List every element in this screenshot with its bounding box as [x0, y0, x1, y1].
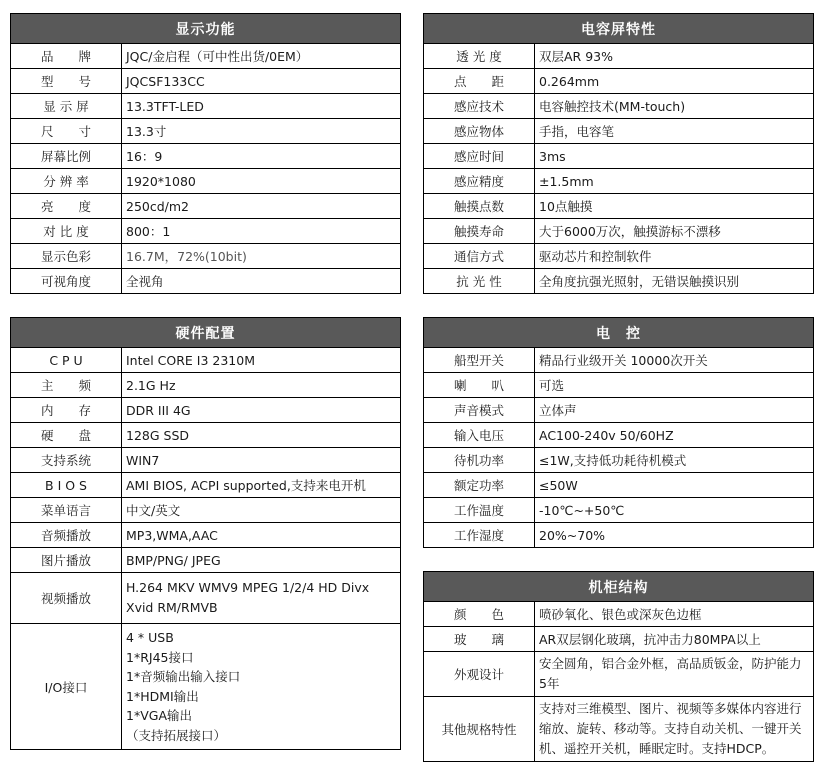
spec-value: -10℃~+50℃ — [535, 498, 814, 523]
spec-label: 通信方式 — [424, 244, 535, 269]
spec-value: WIN7 — [122, 448, 401, 473]
table-row — [424, 194, 814, 219]
spec-value: 双层AR 93% — [535, 44, 814, 69]
table-row — [424, 94, 814, 119]
table-row — [424, 144, 814, 169]
spec-value: 安全圆角，铝合金外框，高品质钣金，防护能力5年 — [535, 652, 814, 697]
spec-label: 亮 度 — [11, 194, 122, 219]
table-row — [424, 44, 814, 69]
cabinet-spec-table — [423, 571, 814, 762]
spec-label: 工作温度 — [424, 498, 535, 523]
spec-value: JQCSF133CC — [122, 69, 401, 94]
table-row — [11, 348, 401, 373]
spec-value: 手指，电容笔 — [535, 119, 814, 144]
spec-value: 驱动芯片和控制软件 — [535, 244, 814, 269]
spec-label: 分 辨 率 — [11, 169, 122, 194]
hardware-spec-table — [10, 317, 401, 750]
spec-label: C P U — [11, 348, 122, 373]
table-row — [424, 219, 814, 244]
spec-value: 1920*1080 — [122, 169, 401, 194]
spec-label: 支持系统 — [11, 448, 122, 473]
power-spec-title: 电 控 — [424, 318, 814, 348]
spec-value: 250cd/m2 — [122, 194, 401, 219]
spec-label: 点 距 — [424, 69, 535, 94]
table-row — [11, 498, 401, 523]
table-row — [11, 423, 401, 448]
spec-label: B I O S — [11, 473, 122, 498]
table-row — [11, 448, 401, 473]
table-row — [424, 119, 814, 144]
spec-label: 触摸寿命 — [424, 219, 535, 244]
display-spec-title: 显示功能 — [11, 14, 401, 44]
table-row — [11, 44, 401, 69]
spec-label: 透 光 度 — [424, 44, 535, 69]
power-spec-table — [423, 317, 814, 548]
spec-label: 屏幕比例 — [11, 144, 122, 169]
spec-label: 额定功率 — [424, 473, 535, 498]
spec-label: 硬 盘 — [11, 423, 122, 448]
table-row — [11, 194, 401, 219]
spec-value: MP3,WMA,AAC — [122, 523, 401, 548]
spec-label: 菜单语言 — [11, 498, 122, 523]
table-row — [424, 652, 814, 697]
table-row — [11, 94, 401, 119]
spec-value: 4 * USB 1*RJ45接口 1*音频输出输入接口 1*HDMI输出 1*VGA输出 （支持拓展接口） — [122, 624, 401, 750]
table-row — [424, 69, 814, 94]
touch-spec-title: 电容屏特性 — [424, 14, 814, 44]
table-row — [424, 697, 814, 762]
spec-label: 品 牌 — [11, 44, 122, 69]
spec-value: AMI BIOS, ACPI supported,支持来电开机 — [122, 473, 401, 498]
table-row — [424, 473, 814, 498]
table-row — [11, 169, 401, 194]
spec-value: 16.7M，72%(10bit) — [122, 244, 401, 269]
table-row — [424, 398, 814, 423]
spec-label: 图片播放 — [11, 548, 122, 573]
spec-label: 型 号 — [11, 69, 122, 94]
display-spec-table — [10, 13, 401, 294]
spec-value: 2.1G Hz — [122, 373, 401, 398]
table-row — [11, 523, 401, 548]
table-row — [424, 348, 814, 373]
spec-label: 输入电压 — [424, 423, 535, 448]
spec-label: 主 频 — [11, 373, 122, 398]
table-row — [424, 423, 814, 448]
spec-value: 800：1 — [122, 219, 401, 244]
spec-label: 感应精度 — [424, 169, 535, 194]
spec-label: 颜 色 — [424, 602, 535, 627]
table-row — [11, 244, 401, 269]
spec-value: Intel CORE I3 2310M — [122, 348, 401, 373]
spec-value: AC100-240v 50/60HZ — [535, 423, 814, 448]
table-row — [11, 373, 401, 398]
spec-label: 船型开关 — [424, 348, 535, 373]
spec-value: 可选 — [535, 373, 814, 398]
table-row — [424, 627, 814, 652]
spec-value: 0.264mm — [535, 69, 814, 94]
table-row — [11, 219, 401, 244]
table-row — [424, 269, 814, 294]
spec-value: 10点触摸 — [535, 194, 814, 219]
spec-label: 音频播放 — [11, 523, 122, 548]
spec-value: 16：9 — [122, 144, 401, 169]
spec-label: 可视角度 — [11, 269, 122, 294]
table-row — [424, 373, 814, 398]
spec-value: DDR III 4G — [122, 398, 401, 423]
spec-label: 工作湿度 — [424, 523, 535, 548]
spec-label: 感应时间 — [424, 144, 535, 169]
spec-label: 感应物体 — [424, 119, 535, 144]
spec-value: H.264 MKV WMV9 MPEG 1/2/4 HD Divx Xvid RM/RMVB — [122, 573, 401, 624]
spec-label: I/O接口 — [11, 624, 122, 750]
spec-value: 13.3寸 — [122, 119, 401, 144]
spec-value: 全视角 — [122, 269, 401, 294]
spec-label: 显示色彩 — [11, 244, 122, 269]
spec-value: 20%~70% — [535, 523, 814, 548]
spec-value: 喷砂氧化、银色或深灰色边框 — [535, 602, 814, 627]
table-row — [424, 602, 814, 627]
spec-label: 感应技术 — [424, 94, 535, 119]
spec-label: 喇 叭 — [424, 373, 535, 398]
table-row — [11, 473, 401, 498]
spec-value: 电容触控技术(MM-touch) — [535, 94, 814, 119]
spec-label: 其他规格特性 — [424, 697, 535, 762]
table-row — [11, 269, 401, 294]
spec-label: 待机功率 — [424, 448, 535, 473]
spec-label: 尺 寸 — [11, 119, 122, 144]
spec-value: JQC/金启程（可中性出货/0EM） — [122, 44, 401, 69]
table-row — [424, 498, 814, 523]
spec-value: 13.3TFT-LED — [122, 94, 401, 119]
table-row — [11, 119, 401, 144]
table-row — [424, 523, 814, 548]
spec-value: 中文/英文 — [122, 498, 401, 523]
table-row — [424, 244, 814, 269]
spec-value: 全角度抗强光照射，无错误触摸识别 — [535, 269, 814, 294]
table-row — [424, 169, 814, 194]
spec-value: ≤50W — [535, 473, 814, 498]
spec-label: 外观设计 — [424, 652, 535, 697]
spec-label: 触摸点数 — [424, 194, 535, 219]
spec-value: AR双层钢化玻璃，抗冲击力80MPA以上 — [535, 627, 814, 652]
table-row — [11, 398, 401, 423]
spec-value: 支持对三维模型、图片、视频等多媒体内容进行缩放、旋转、移动等。支持自动关机、一键开关机、遥控开关机，睡眠定时。支持HDCP。 — [535, 697, 814, 762]
spec-value: 立体声 — [535, 398, 814, 423]
spec-label: 显 示 屏 — [11, 94, 122, 119]
spec-value: 大于6000万次，触摸游标不漂移 — [535, 219, 814, 244]
table-row — [11, 624, 401, 750]
table-row — [11, 573, 401, 624]
table-row — [11, 548, 401, 573]
spec-value: ±1.5mm — [535, 169, 814, 194]
spec-value: 精品行业级开关 10000次开关 — [535, 348, 814, 373]
spec-label: 玻 璃 — [424, 627, 535, 652]
spec-label: 内 存 — [11, 398, 122, 423]
spec-value: 128G SSD — [122, 423, 401, 448]
table-row — [424, 448, 814, 473]
touch-spec-table — [423, 13, 814, 294]
cabinet-spec-title: 机柜结构 — [424, 572, 814, 602]
spec-label: 对 比 度 — [11, 219, 122, 244]
table-row — [11, 69, 401, 94]
spec-value: BMP/PNG/ JPEG — [122, 548, 401, 573]
hardware-spec-title: 硬件配置 — [11, 318, 401, 348]
spec-value: 3ms — [535, 144, 814, 169]
spec-label: 视频播放 — [11, 573, 122, 624]
spec-value: ≤1W,支持低功耗待机模式 — [535, 448, 814, 473]
spec-label: 抗 光 性 — [424, 269, 535, 294]
table-row — [11, 144, 401, 169]
spec-label: 声音模式 — [424, 398, 535, 423]
